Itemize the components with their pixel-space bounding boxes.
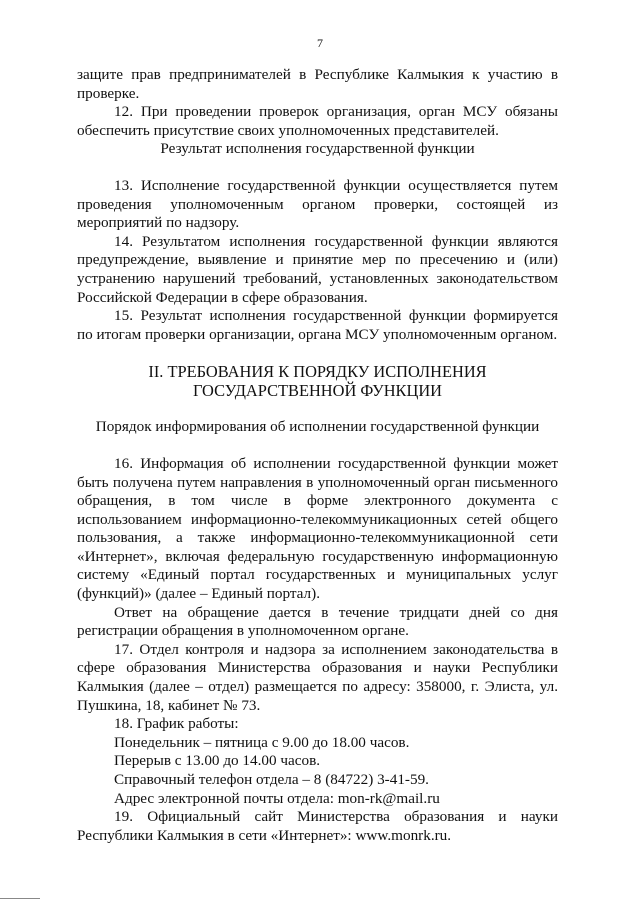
paragraph: 12. При проведении проверок организация, орган МСУ обязаны обеспечить присутствие своих уполномоченных представителей. [77, 103, 558, 139]
paragraph: 15. Результат исполнения государственной функции формируется по итогам проверки организации, органа МСУ уполномоченным органом. [77, 307, 558, 343]
section-heading: II. ТРЕБОВАНИЯ К ПОРЯДКУ ИСПОЛНЕНИЯ ГОСУДАРСТВЕННОЙ ФУНКЦИИ [148, 362, 487, 401]
subheading-result: Результат исполнения государственной функции [160, 140, 475, 158]
paragraph: 18. График работы: [114, 715, 239, 733]
page-number: 7 [317, 36, 323, 50]
paragraph: Ответ на обращение дается в течение тридцати дней со дня регистрации обращения в уполномоченном органе. [77, 603, 558, 640]
paragraph: 17. Отдел контроля и надзора за исполнением законодательства в сфере образования Министерства образования и науки Республики Калмыкия (далее – отдел) размещается по адресу: 358000, г. Элиста, ул. Пушкина, 18, кабинет № 73. [77, 640, 558, 714]
paragraph: Понедельник – пятница с 9.00 до 18.00 часов. [114, 733, 410, 751]
paragraph: 14. Результатом исполнения государственной функции являются предупреждение, выявление и принятие мер по пресечению и (или) устранению нарушений требований, установленных законодательством Российской Федерации в сфере образования. [77, 232, 558, 306]
paragraph: защите прав предпринимателей в Республике Калмыкия к участию в проверке. [77, 66, 558, 102]
paragraph: Адрес электронной почты отдела: mon-rk@mail.ru [114, 789, 440, 807]
scan-edge-mark [0, 898, 40, 899]
paragraph: 16. Информация об исполнении государственной функции может быть получена путем направления в уполномоченный орган письменного обращения, в том числе в форме электронного документа с использованием информационно-телекоммуникационных сетей общего пользования, а также информационно-телекоммуникационной сети «Интернет», включая федеральную государственную информационную систему «Единый портал государственных и муниципальных услуг (функций)» (далее – Единый портал). [77, 454, 558, 603]
subheading-info: Порядок информирования об исполнении государственной функции [95, 418, 540, 436]
document-body [77, 66, 558, 845]
paragraph: 13. Исполнение государственной функции осуществляется путем проведения уполномоченным органом проверки, состоящей из мероприятий по надзору. [77, 176, 558, 232]
paragraph: Перерыв с 13.00 до 14.00 часов. [114, 752, 321, 770]
paragraph: 19. Официальный сайт Министерства образования и науки Республики Калмыкия в сети «Интернет»: www.monrk.ru. [77, 808, 558, 844]
paragraph: Справочный телефон отдела – 8 (84722) 3-41-59. [114, 771, 429, 788]
